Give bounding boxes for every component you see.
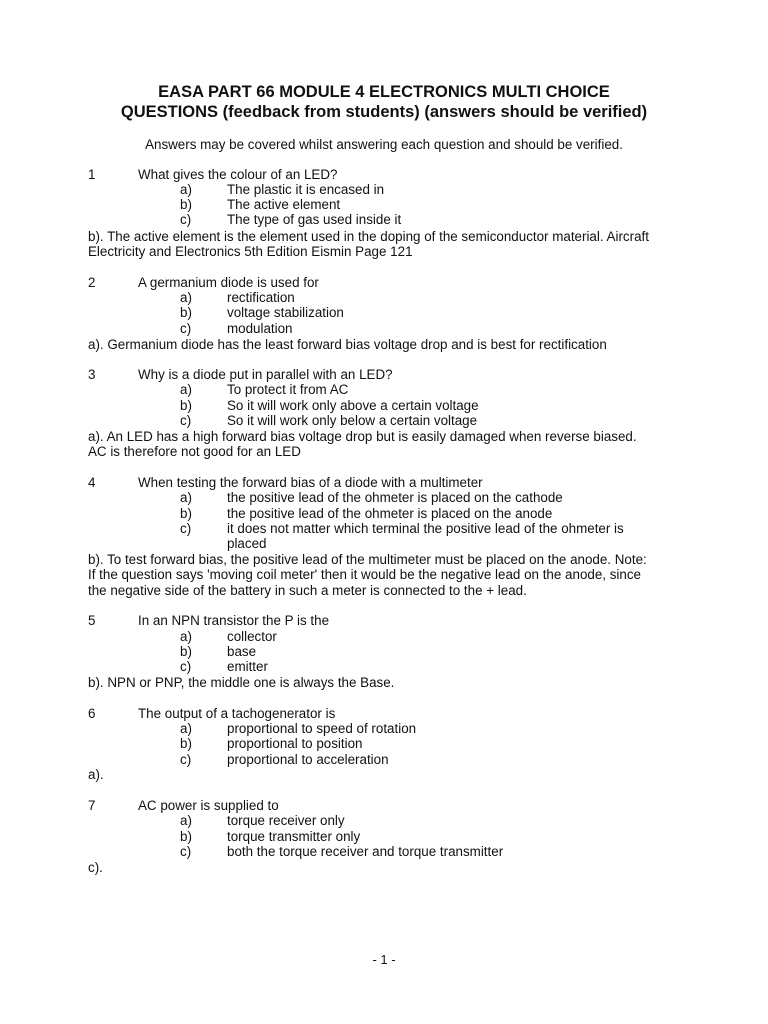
option-letter: a) [180,182,192,197]
option-letter: b) [180,398,192,413]
option-text: The plastic it is encased in [227,182,385,197]
answer-explanation: the negative side of the battery in such a meter is connected to the + lead. [88,583,527,598]
option-letter: b) [180,829,192,844]
option-letter: b) [180,644,192,659]
option-letter: a) [180,721,192,736]
option-text: So it will work only below a certain voltage [227,413,478,428]
option-text-continued: placed [227,536,267,551]
question-number: 2 [88,275,96,290]
answer-explanation: a). Germanium diode has the least forward bias voltage drop and is best for rectification [88,337,607,352]
option-letter: c) [180,752,192,767]
answer-explanation: a). [88,767,104,782]
option-text: it does not matter which terminal the positive lead of the ohmeter is [227,521,624,536]
option-text: collector [227,629,277,644]
question-number: 5 [88,613,96,628]
option-text: torque receiver only [227,813,345,828]
answer-explanation: b). To test forward bias, the positive lead of the multimeter must be placed on the anode. Note: [88,552,647,567]
question-number: 4 [88,475,96,490]
option-letter: c) [180,659,192,674]
answer-explanation: b). The active element is the element used in the doping of the semiconductor material. Aircraft [88,229,649,244]
answer-explanation: a). An LED has a high forward bias voltage drop but is easily damaged when reverse biased. [88,429,637,444]
option-text: The type of gas used inside it [227,212,402,227]
document-subtitle: Answers may be covered whilst answering each question and should be verified. [145,137,623,152]
option-letter: b) [180,305,192,320]
question-number: 7 [88,798,96,813]
question-text: When testing the forward bias of a diode with a multimeter [138,475,483,490]
option-text: modulation [227,321,293,336]
answer-explanation: c). [88,860,103,875]
option-letter: b) [180,736,192,751]
option-text: To protect it from AC [227,382,349,397]
option-text: the positive lead of the ohmeter is placed on the anode [227,506,553,521]
question-number: 6 [88,706,96,721]
option-letter: c) [180,844,192,859]
question-number: 1 [88,167,96,182]
option-text: proportional to acceleration [227,752,389,767]
option-text: base [227,644,257,659]
option-letter: c) [180,321,192,336]
option-text: torque transmitter only [227,829,361,844]
question-text: In an NPN transistor the P is the [138,613,330,628]
answer-explanation: If the question says 'moving coil meter' then it would be the negative lead on the anode, since [88,567,641,582]
option-text: emitter [227,659,268,674]
question-number: 3 [88,367,96,382]
option-letter: a) [180,813,192,828]
option-letter: a) [180,490,192,505]
option-letter: b) [180,197,192,212]
document-title-line-1: EASA PART 66 MODULE 4 ELECTRONICS MULTI CHOICE [158,83,610,101]
option-text: proportional to position [227,736,363,751]
answer-explanation: AC is therefore not good for an LED [88,444,301,459]
answer-explanation: Electricity and Electronics 5th Edition Eismin Page 121 [88,244,413,259]
page-number: - 1 - [372,952,396,967]
option-letter: c) [180,521,192,536]
question-text: Why is a diode put in parallel with an LED? [138,367,393,382]
option-text: both the torque receiver and torque transmitter [227,844,504,859]
option-letter: c) [180,413,192,428]
document-title-line-2: QUESTIONS (feedback from students) (answers should be verified) [120,103,648,121]
question-text: The output of a tachogenerator is [138,706,336,721]
question-text: What gives the colour of an LED? [138,167,338,182]
option-text: proportional to speed of rotation [227,721,417,736]
answer-explanation: b). NPN or PNP, the middle one is always the Base. [88,675,395,690]
option-text: The active element [227,197,341,212]
option-letter: a) [180,290,192,305]
option-letter: b) [180,506,192,521]
option-text: the positive lead of the ohmeter is placed on the cathode [227,490,563,505]
option-letter: c) [180,212,192,227]
question-text: A germanium diode is used for [138,275,319,290]
option-text: So it will work only above a certain voltage [227,398,479,413]
option-letter: a) [180,629,192,644]
option-letter: a) [180,382,192,397]
option-text: voltage stabilization [227,305,344,320]
question-text: AC power is supplied to [138,798,279,813]
option-text: rectification [227,290,295,305]
